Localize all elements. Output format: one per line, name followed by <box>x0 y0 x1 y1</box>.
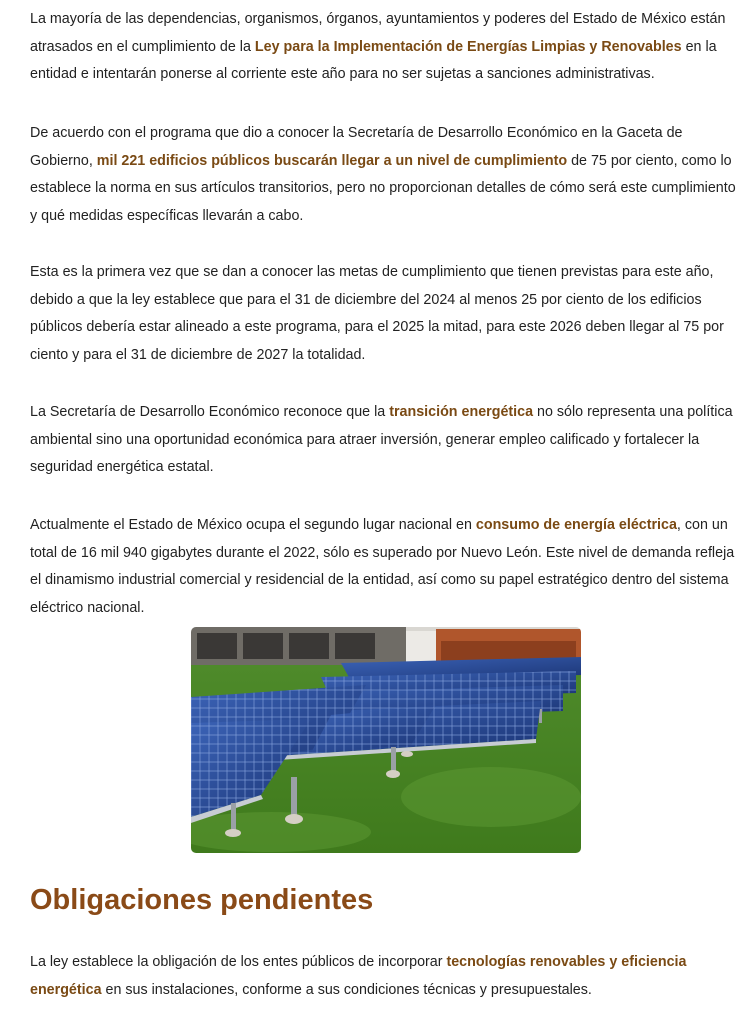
paragraph-2-text-a: De acuerdo con el programa que dio a conocer la Secretaría de Desarrollo Económico en la Gaceta de Gobierno, <box>30 125 683 169</box>
paragraph-2 <box>30 120 740 230</box>
paragraph-1-text-b: en la entidad e intentarán ponerse al corriente este año para no ser sujetas a sanciones administrativas. <box>30 38 717 82</box>
paragraph-5 <box>30 512 740 622</box>
paragraph-5-text-a: Actualmente el Estado de México ocupa el segundo lugar nacional en <box>30 517 476 533</box>
law-link[interactable]: Ley para la Implementación de Energías Limpias y Renovables <box>254 38 682 55</box>
solar-panels-photo-icon <box>191 627 581 853</box>
paragraph-1 <box>30 6 740 89</box>
paragraph-4-text-b: no sólo representa una política ambiental sino una oportunidad económica para atraer inversión, generar empleo calificado y fortalecer la seguridad energética estatal. <box>30 404 733 475</box>
paragraph-1-text-a: La mayoría de las dependencias, organismos, órganos, ayuntamientos y poderes del Estado de México están atrasados en el cumplimiento de la <box>30 11 726 55</box>
public-buildings-link[interactable]: mil 221 edificios públicos buscarán llegar a un nivel de cumplimiento <box>96 152 568 169</box>
paragraph-6-text-a: La ley establece la obligación de los entes públicos de incorporar <box>30 954 447 970</box>
paragraph-4 <box>30 399 740 482</box>
paragraph-4-text-a: La Secretaría de Desarrollo Económico reconoce que la <box>30 404 390 420</box>
section-heading: Obligaciones pendientes <box>30 884 374 916</box>
paragraph-3: Esta es la primera vez que se dan a conocer las metas de cumplimiento que tienen previstas para este año, debido a que la ley establece que para el 31 de diciembre del 2024 al menos 25 por ciento de los edificios públicos debería estar alineado a este programa, para el 2025 la mitad, para este 2026 deben llegar al 75 por ciento y para el 31 de diciembre de 2027 la totalidad. <box>30 264 724 363</box>
paragraph-6-text-b: en sus instalaciones, conforme a sus condiciones técnicas y presupuestales. <box>101 981 592 998</box>
solar-panels-image <box>191 627 581 853</box>
electricity-consumption-link[interactable]: consumo de energía eléctrica <box>475 517 677 533</box>
energy-transition-link[interactable]: transición energética <box>389 404 534 420</box>
paragraph-2-text-b: de 75 por ciento, como lo establece la norma en sus artículos transitorios, pero no proporcionan detalles de cómo será este cumplimiento y qué medidas específicas llevarán a cabo. <box>30 152 736 224</box>
paragraph-5-text-b: , con un total de 16 mil 940 gigabytes durante el 2022, sólo es superado por Nuevo León. Este nivel de demanda refleja el dinamismo industrial comercial y residencial de la entidad, así como su papel estratégico dentro del sistema eléctrico nacional. <box>30 517 735 616</box>
paragraph-6 <box>30 949 740 1004</box>
renewable-technologies-link[interactable]: tecnologías renovables y eficiencia energética <box>30 954 687 998</box>
